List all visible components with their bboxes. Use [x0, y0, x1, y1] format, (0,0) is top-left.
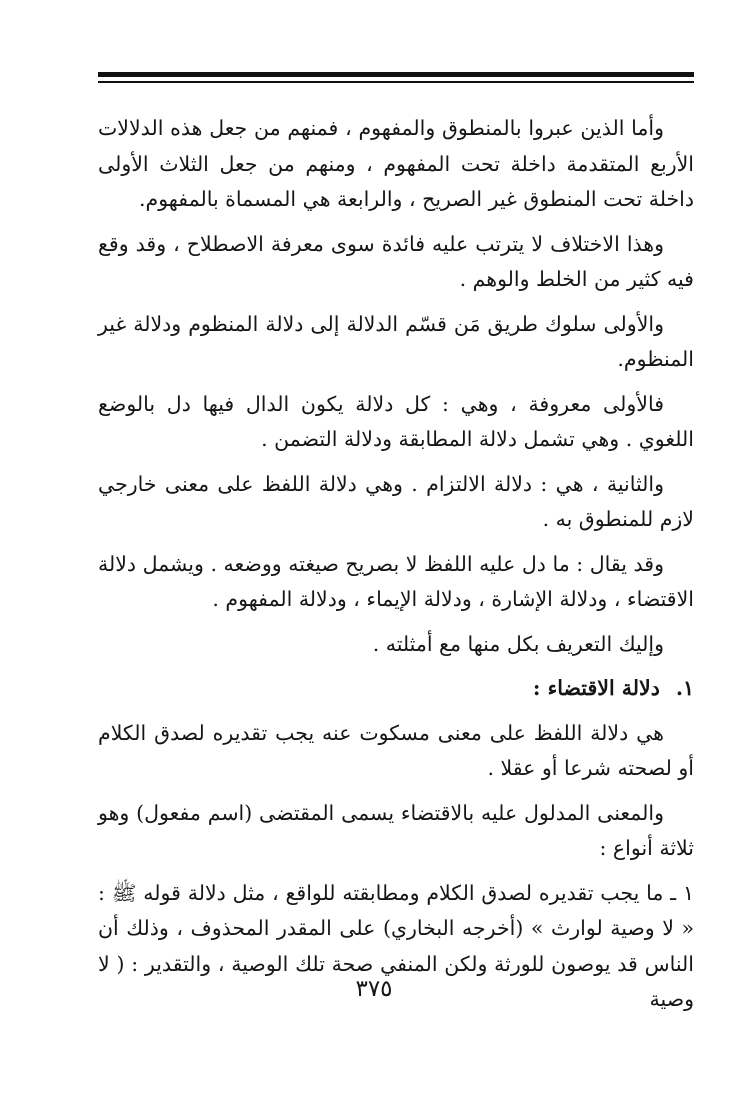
section-heading-number: ١. — [675, 676, 694, 700]
paragraph-3: والأولى سلوك طريق مَن قسّم الدلالة إلى دلالة المنظوم ودلالة غير المنظوم. — [98, 311, 694, 371]
paragraph-10: ١ ـ ما يجب تقديره لصدق الكلام ومطابقته للواقع ، مثل دلالة قوله ﷺ : « لا وصية لوارث » (أخرجه البخاري) على المقدر المحذوف ، وذلك أن الناس قد يوصون للورثة ولكن المنفي صحة تلك الوصية ، والتقدير : ( لا وصية — [98, 880, 694, 1011]
section-heading-text: دلالة الاقتضاء : — [532, 676, 660, 700]
paragraph-8: هي دلالة اللفظ على معنى مسكوت عنه يجب تقديره لصدق الكلام أو لصحته شرعا أو عقلا . — [98, 720, 694, 780]
paragraph-5: والثانية ، هي : دلالة الالتزام . وهي دلالة اللفظ على معنى خارجي لازم للمنطوق به . — [98, 471, 694, 531]
section-heading — [98, 671, 694, 707]
paragraph-9: والمعنى المدلول عليه بالاقتضاء يسمى المقتضى (اسم مفعول) وهو ثلاثة أنواع : — [98, 800, 694, 860]
header-rule-thick — [98, 72, 694, 77]
paragraph-1: وأما الذين عبروا بالمنطوق والمفهوم ، فمنهم من جعل هذه الدلالات الأربع المتقدمة داخلة تحت المفهوم ، ومنهم من جعل الثلاث الأولى داخلة تحت المنطوق غير الصريح ، والرابعة هي المسماة بالمفهوم. — [98, 116, 694, 211]
page-number: ٣٧٥ — [355, 976, 393, 1002]
paragraph-2: وهذا الاختلاف لا يترتب عليه فائدة سوى معرفة الاصطلاح ، وقد وقع فيه كثير من الخلط والوهم . — [98, 231, 694, 291]
paragraph-6: وقد يقال : ما دل عليه اللفظ لا بصريح صيغته ووضعه . ويشمل دلالة الاقتضاء ، ودلالة الإشارة ، ودلالة الإيماء ، ودلالة المفهوم . — [98, 551, 694, 611]
header-rule-thin — [98, 81, 694, 83]
paragraph-7: وإليك التعريف بكل منها مع أمثلته . — [372, 631, 664, 656]
paragraph-4: فالأولى معروفة ، وهي : كل دلالة يكون الدال فيها دل بالوضع اللغوي . وهي تشمل دلالة المطابقة ودلالة التضمن . — [98, 391, 694, 451]
page-body — [98, 111, 694, 1027]
